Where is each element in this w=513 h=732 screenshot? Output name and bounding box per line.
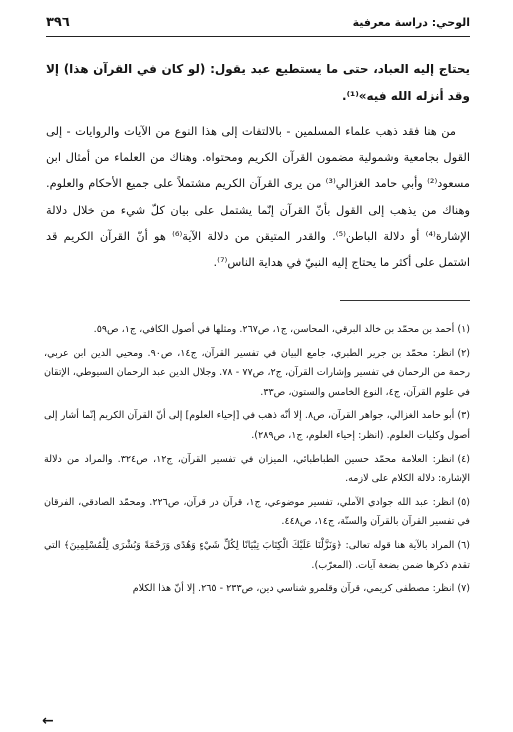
footnote-number: (٦)	[457, 539, 470, 551]
footnote-number: (٧)	[457, 583, 470, 595]
footnote-text: انظر: مصطفى كريمي، قرآن وقلمرو شناسي دين، ص٢٣٣ - ٢٦٥. إلا أنّ هذا الكلام	[132, 583, 455, 595]
footnote-number: (٥)	[457, 496, 470, 508]
quoted-text-continuation: يحتاج إليه العباد، حتى ما يستطيع عبد يقول: (لو كان في القرآن هذا) إلا وقد أنزله الله فيه»⁽¹⁾.	[46, 62, 470, 103]
running-title: الوحي: دراسة معرفية	[352, 16, 470, 29]
footnote-text: انظر: عبد الله جوادي الآملي، تفسير موضوعي، ج١، قرآن در قرآن، ص٢٢٦. ومحمّد الصادقي، الفرقان في تفسير القرآن بالقرآن والسنّة، ج١٤، ص٤٤٨.	[44, 496, 470, 528]
footnote-number: (٣)	[457, 410, 470, 422]
footnote-item	[44, 320, 470, 340]
footnote-text: أحمد بن محمّد بن خالد البرقي، المحاسن، ج١، ص٢٦٧. ومثلها في أصول الكافي، ج١، ص٥٩.	[93, 324, 455, 335]
footnote-number: (٤)	[457, 453, 471, 465]
footnote-number: (١)	[457, 324, 470, 335]
footnote-item	[44, 406, 470, 445]
main-body	[46, 118, 470, 275]
page-number: ٣٩٦	[46, 15, 70, 30]
footnote-number: (٢)	[457, 347, 471, 359]
footnote-item	[44, 579, 470, 599]
footnote-item	[44, 344, 470, 403]
footnote-item	[44, 536, 470, 575]
footnote-divider	[340, 300, 470, 301]
page-header	[46, 14, 470, 37]
footnote-item	[44, 493, 470, 532]
continuation-arrow-icon: ←	[42, 713, 54, 729]
footnote-text: المراد بالآية هنا قوله تعالى: ﴿وَنَزَّلْنَا عَلَيْكَ الْكِتَابَ تِبْيَانًا لِكُلِّ شَيْءٍ وَهُدًى وَرَحْمَةً وَبُشْرَى لِلْمُسْلِمِينَ﴾ التي تقدم ذكرها ضمن بضعة آيات. (المعرّب).	[44, 539, 470, 571]
footnote-text: انظر: محمّد بن جرير الطبري، جامع البيان في تفسير القرآن، ج١٤، ص٩٠. ومحيي الدين ابن عربي، رحمة من الرحمان في تفسير وإشارات القرآن، ج٢، ص٧٧ - ٧٨. وجلال الدين عبد الرحمان السيوطي، الإتقان في علوم القرآن، ج٤، النوع الخامس والستون، ص٣٣.	[44, 347, 470, 398]
footnote-text: انظر: العلامة محمّد حسين الطباطبائي، الميزان في تفسير القرآن، ج١٢، ص٣٢٤. والمراد من دلالة الإشارة: دلالة الكلام على لازمه.	[44, 453, 470, 485]
footnotes	[44, 320, 470, 603]
footnote-text: أبو حامد الغزالي، جواهر القرآن، ص٨. إلا أنّه ذهب في [إحياء العلوم] إلى أنّ القرآن الكريم إنّما أشار إلى أصول وكليات العلوم. (انظر: إحياء العلوم، ج١، ص٢٨٩).	[44, 410, 470, 441]
footnote-item	[44, 450, 470, 489]
body-paragraph: من هنا فقد ذهب علماء المسلمين - بالالتفات إلى هذا النوع من الآيات والروايات - إلى القول بجامعية وشمولية مضمون القرآن الكريم ومحتواه. وهناك من العلماء من أمثال ابن مسعود⁽²⁾ وأبي حامد الغزالي⁽³⁾ من يرى القرآن الكريم مشتملاً على جميع الأحكام والعلوم. وهناك من يذهب إلى القول بأنّ القرآن إنّما يشتمل على بيان كلّ شيء من خلال دلالة الإشارة⁽⁴⁾ أو دلالة الباطن⁽⁵⁾. والقدر المتيقن من دلالة الآية⁽⁶⁾ هو أنّ القرآن الكريم قد اشتمل على أكثر ما يحتاج إليه النبيّ في هداية الناس⁽⁷⁾.	[46, 124, 470, 270]
